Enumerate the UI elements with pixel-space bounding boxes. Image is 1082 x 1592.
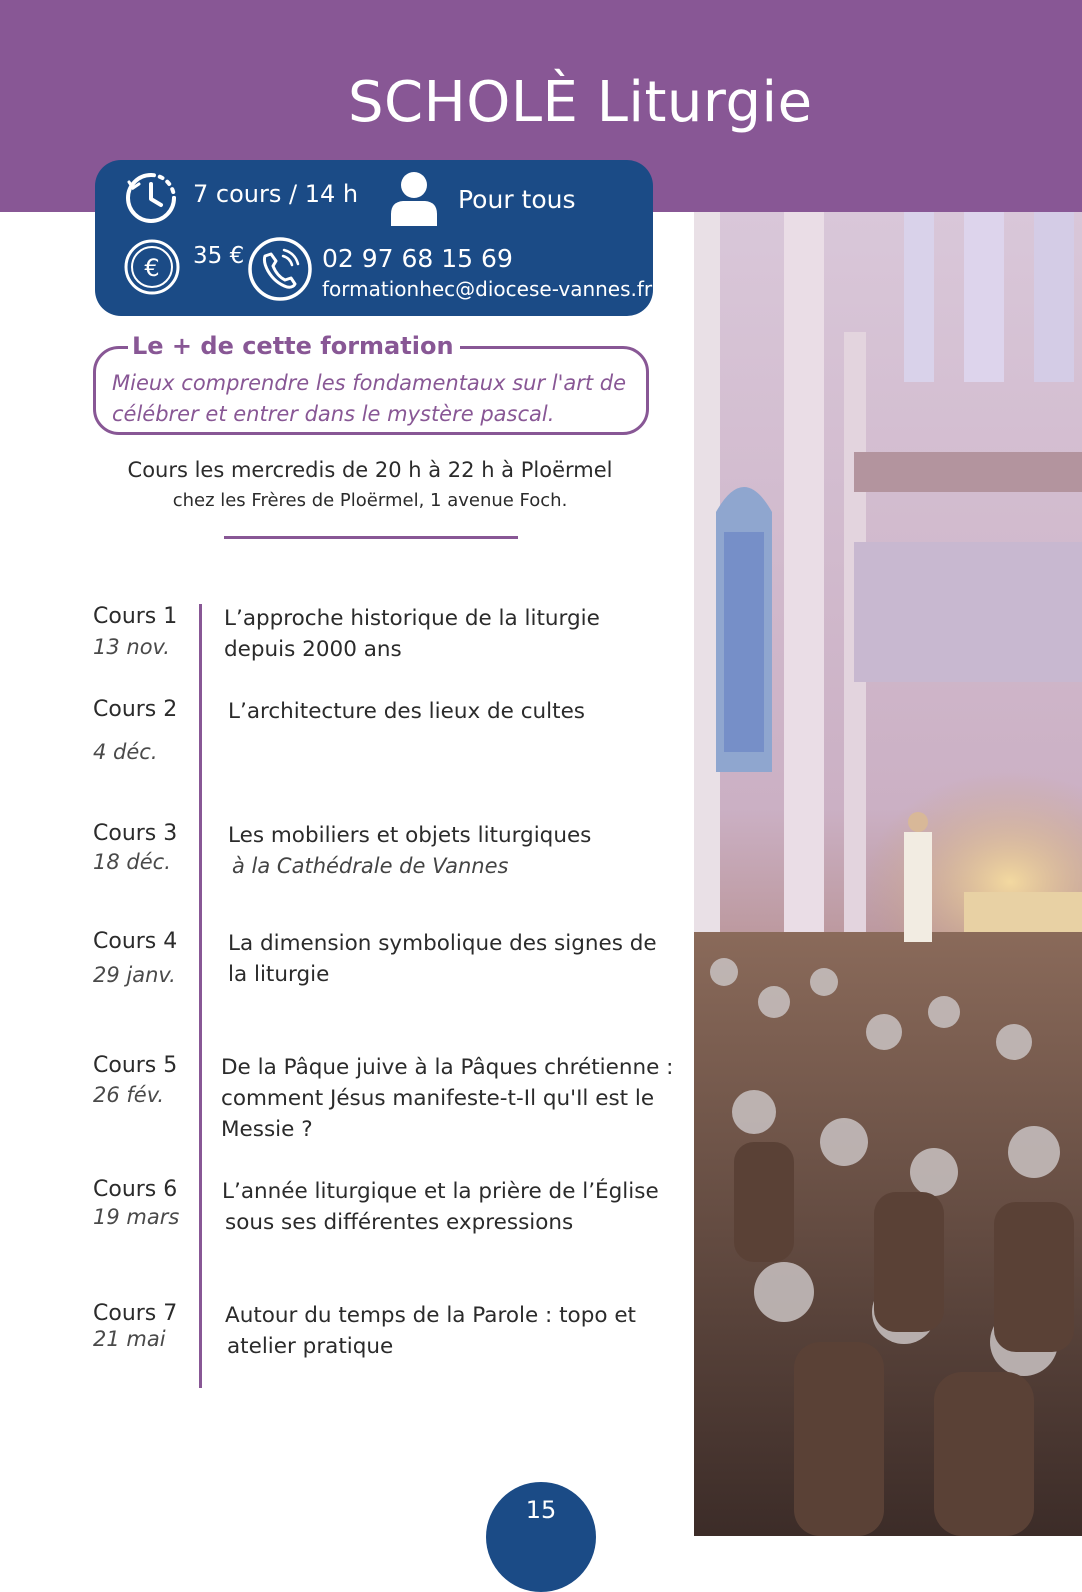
price-text: 35 €	[193, 243, 245, 269]
course-label: Cours 1	[93, 604, 178, 629]
topic-line: L’approche historique de la liturgie	[224, 606, 600, 631]
highlight-line-2: célébrer et entrer dans le mystère pascal.	[112, 402, 555, 426]
svg-text:€: €	[144, 254, 160, 282]
course-topic	[228, 928, 657, 990]
course-label: Cours 4	[93, 929, 178, 954]
timeline-line	[199, 604, 202, 1388]
email-link[interactable]: formationhec@diocese-vannes.fr	[322, 277, 653, 301]
course-label: Cours 6	[93, 1177, 178, 1202]
course-date: 21 mai	[93, 1327, 166, 1351]
page-number: 15	[525, 1496, 557, 1524]
cathedral-photo	[694, 212, 1082, 1536]
course-date: 4 déc.	[93, 740, 158, 764]
course-label: Cours 2	[93, 697, 178, 722]
topic-line: atelier pratique	[227, 1334, 394, 1359]
highlight-text	[112, 368, 642, 430]
course-topic	[224, 603, 600, 665]
topic-line: sous ses différentes expressions	[225, 1210, 574, 1235]
courses-count: 7 cours / 14 h	[193, 180, 359, 208]
course-date: 19 mars	[93, 1205, 180, 1229]
course-date: 29 janv.	[93, 963, 176, 987]
phone-number[interactable]: 02 97 68 15 69	[322, 244, 513, 273]
info-card	[95, 160, 653, 316]
topic-line: La dimension symbolique des signes de	[228, 931, 657, 956]
course-label: Cours 7	[93, 1301, 178, 1326]
course-date: 18 déc.	[93, 850, 171, 874]
topic-line: comment Jésus manifeste-t-Il qu'Il est le	[221, 1086, 655, 1111]
euro-icon	[123, 238, 181, 296]
page-title: SCHOLÈ Liturgie	[348, 70, 813, 135]
course-label: Cours 3	[93, 821, 178, 846]
course-topic	[228, 696, 585, 727]
schedule-main: Cours les mercredis de 20 h à 22 h à Ploërmel	[127, 458, 613, 482]
topic-line: De la Pâque juive à la Pâques chrétienne :	[221, 1055, 674, 1080]
divider	[224, 536, 518, 539]
phone-icon	[247, 236, 313, 302]
topic-line: à la Cathédrale de Vannes	[232, 854, 509, 878]
highlight-title: Le + de cette formation	[128, 332, 460, 360]
topic-line: depuis 2000 ans	[224, 637, 402, 662]
topic-line: Autour du temps de la Parole : topo et	[225, 1303, 636, 1328]
topic-line: la liturgie	[228, 962, 330, 987]
course-label: Cours 5	[93, 1053, 178, 1078]
topic-line: L’année liturgique et la prière de l’Église	[222, 1179, 659, 1204]
topic-line: L’architecture des lieux de cultes	[228, 699, 585, 724]
course-topic	[228, 820, 591, 882]
schedule-location: chez les Frères de Ploërmel, 1 avenue Foch.	[172, 490, 568, 511]
highlight-line-1: Mieux comprendre les fondamentaux sur l'art de	[112, 371, 627, 395]
clock-icon	[123, 170, 179, 226]
course-date: 26 fév.	[93, 1083, 165, 1107]
course-topic	[225, 1300, 636, 1362]
course-topic	[222, 1176, 659, 1238]
audience-text: Pour tous	[458, 185, 576, 214]
topic-line: Les mobiliers et objets liturgiques	[228, 823, 592, 848]
course-topic	[221, 1052, 673, 1145]
course-date: 13 nov.	[93, 635, 170, 659]
person-icon	[389, 170, 439, 228]
topic-line: Messie ?	[221, 1117, 313, 1142]
